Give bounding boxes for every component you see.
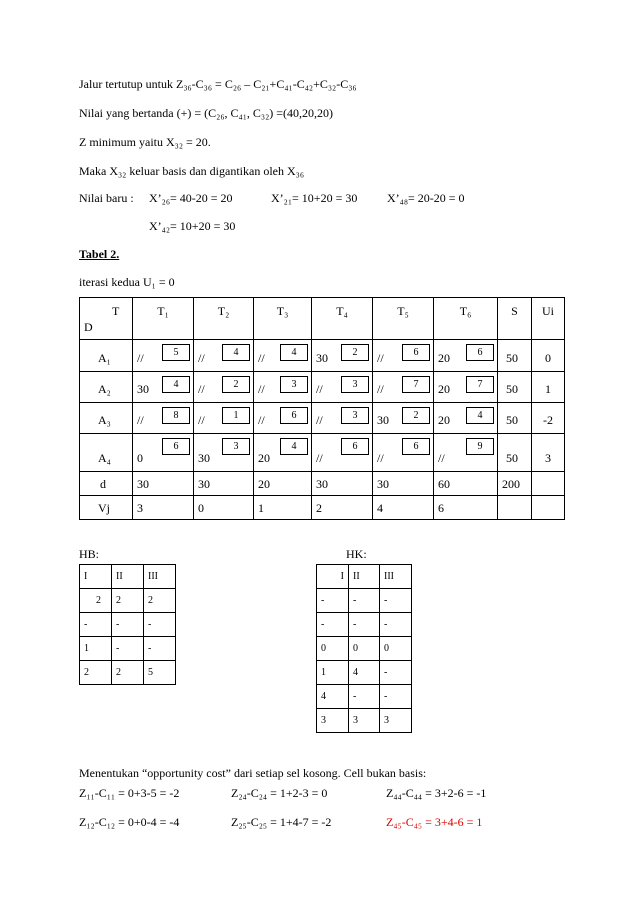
hb-cell: II: [112, 565, 144, 589]
header-s: S: [511, 304, 518, 318]
new-value-x26: X’₂₆= 40-20 = 20: [149, 191, 233, 205]
header-t5: T₅: [397, 304, 409, 318]
transport-table: [79, 297, 565, 520]
allocation: 20: [438, 413, 450, 427]
vj-value: 1: [258, 501, 264, 515]
allocation: //: [258, 351, 265, 365]
opp-z12: Z₁₂-C₁₂ = 0+0-4 = -4: [79, 815, 180, 829]
allocation: //: [258, 413, 265, 427]
hk-cell: -: [380, 661, 412, 685]
header-ui: Ui: [542, 304, 554, 318]
hk-cell: -: [317, 589, 349, 613]
allocation: 20: [438, 382, 450, 396]
cost-box: 1: [222, 407, 250, 424]
table-row: [317, 613, 412, 637]
hk-cell: -: [380, 589, 412, 613]
hk-cell: -: [317, 613, 349, 637]
allocation: 30: [316, 351, 328, 365]
header-t4: T₄: [336, 304, 348, 318]
cost-box: 3: [280, 376, 308, 393]
hk-cell: II: [349, 565, 380, 589]
total-demand: 200: [502, 477, 520, 491]
table-row: [80, 403, 565, 434]
hb-cell: III: [144, 565, 176, 589]
vj-row: [80, 496, 565, 520]
cost-box: 3: [341, 407, 369, 424]
allocation: //: [258, 382, 265, 396]
cost-box: 5: [162, 344, 190, 361]
allocation: //: [137, 351, 144, 365]
opp-z45: Z₄₅-C₄₅ = 3+4-6 = 1: [386, 815, 483, 829]
hb-cell: I: [80, 565, 112, 589]
cost-box: 4: [162, 376, 190, 393]
hb-table: [79, 564, 176, 685]
demand-value: 20: [258, 477, 270, 491]
row-label: d: [100, 477, 106, 491]
table-row: [80, 434, 565, 472]
supply-value: 50: [506, 382, 518, 396]
hk-cell: -: [380, 685, 412, 709]
allocation: //: [316, 413, 323, 427]
hk-cell: 0: [317, 637, 349, 661]
table-row: [80, 661, 176, 685]
hb-cell: 5: [144, 661, 176, 685]
closed-path-line: Jalur tertutup untuk Z₃₆-C₃₆ = C₂₆ – C₂₁+C₄₁-C₄₂+C₃₂-C₃₆: [79, 77, 357, 91]
opp-z25: Z₂₅-C₂₅ = 1+4-7 = -2: [231, 815, 332, 829]
row-label: A₁: [98, 351, 111, 365]
header-t3: T₃: [276, 304, 289, 318]
header-t1: T₁: [157, 304, 169, 318]
hb-cell: -: [112, 613, 144, 637]
hb-cell: 1: [80, 637, 112, 661]
vj-value: 4: [377, 501, 383, 515]
hk-cell: I: [317, 565, 349, 589]
allocation: 20: [438, 351, 450, 365]
header-t2: T₂: [217, 304, 230, 318]
cost-box: 2: [222, 376, 250, 393]
hk-cell: -: [349, 613, 380, 637]
new-value-x48: X’₄₈= 20-20 = 0: [387, 191, 465, 205]
hk-cell: 3: [380, 709, 412, 733]
cost-box: 4: [280, 344, 308, 361]
hk-cell: III: [380, 565, 412, 589]
corner-t: T: [112, 304, 120, 318]
demand-row: [80, 472, 565, 496]
iteration-label: iterasi kedua U₁ = 0: [79, 275, 175, 289]
supply-value: 50: [506, 351, 518, 365]
hk-table: [316, 564, 412, 733]
hk-cell: 0: [349, 637, 380, 661]
table-row: [80, 637, 176, 661]
cost-box: 6: [466, 344, 494, 361]
table-row: [317, 589, 412, 613]
opportunity-intro: Menentukan “opportunity cost” dari setiap sel kosong. Cell bukan basis:: [79, 766, 427, 780]
cost-box: 6: [341, 438, 369, 455]
table-row: [80, 340, 565, 372]
ui-value: 1: [545, 382, 551, 396]
corner-cell: [80, 298, 133, 340]
hb-cell: 2: [112, 589, 144, 613]
opp-z24: Z₂₄-C₂₄ = 1+2-3 = 0: [231, 786, 328, 800]
table-row: [317, 637, 412, 661]
allocation: 30: [137, 382, 149, 396]
allocation: 20: [258, 451, 270, 465]
allocation: //: [137, 413, 144, 427]
demand-value: 30: [316, 477, 328, 491]
hb-cell: 2: [144, 589, 176, 613]
table-row: [317, 685, 412, 709]
cost-box: 6: [402, 438, 430, 455]
allocation: //: [377, 451, 384, 465]
table-row: [317, 661, 412, 685]
header-t6: T₆: [459, 304, 472, 318]
cost-box: 7: [466, 376, 494, 393]
ui-value: -2: [543, 413, 553, 427]
cost-box: 6: [162, 438, 190, 455]
hb-cell: -: [112, 637, 144, 661]
table-row: [80, 565, 176, 589]
hb-cell: 2: [80, 589, 112, 613]
new-values-label: Nilai baru :: [79, 191, 134, 205]
table-row: [80, 589, 176, 613]
hk-cell: -: [349, 685, 380, 709]
plus-values-line: Nilai yang bertanda (+) = (C₂₆, C₄₁, C₃₂) =(40,20,20): [79, 106, 334, 120]
row-label: A₄: [98, 451, 111, 465]
opp-z44: Z₄₄-C₄₄ = 3+2-6 = -1: [386, 786, 487, 800]
header-row: [80, 298, 565, 340]
allocation: //: [198, 351, 205, 365]
table-row: [80, 613, 176, 637]
hk-cell: 4: [349, 661, 380, 685]
allocation: //: [438, 451, 445, 465]
demand-value: 60: [438, 477, 450, 491]
hb-cell: 2: [112, 661, 144, 685]
cost-box: 2: [402, 407, 430, 424]
cost-box: 6: [280, 407, 308, 424]
allocation: //: [377, 351, 384, 365]
ui-value: 0: [545, 351, 551, 365]
vj-value: 0: [198, 501, 204, 515]
supply-value: 50: [506, 451, 518, 465]
allocation: //: [198, 413, 205, 427]
allocation: 30: [377, 413, 389, 427]
cost-box: 2: [341, 344, 369, 361]
hk-cell: 1: [317, 661, 349, 685]
hk-cell: -: [380, 613, 412, 637]
hb-cell: 2: [80, 661, 112, 685]
new-value-x21: X’₂₁= 10+20 = 30: [271, 191, 358, 205]
leave-basis-line: Maka X₃₂ keluar basis dan digantikan oleh X₃₆: [79, 164, 305, 178]
row-label: A₃: [98, 413, 111, 427]
opp-z11: Z₁₁-C₁₁ = 0+3-5 = -2: [79, 786, 180, 800]
allocation: //: [316, 382, 323, 396]
hk-cell: 3: [349, 709, 380, 733]
vj-value: 6: [438, 501, 444, 515]
table-row: [317, 709, 412, 733]
corner-d: D: [84, 320, 93, 334]
cost-box: 4: [280, 438, 308, 455]
vj-value: 2: [316, 501, 322, 515]
row-label: Vj: [98, 501, 110, 515]
cost-box: 4: [222, 344, 250, 361]
hb-cell: -: [80, 613, 112, 637]
cost-box: 9: [466, 438, 494, 455]
allocation: //: [377, 382, 384, 396]
z-minimum-line: Z minimum yaitu X₃₂ = 20.: [79, 135, 211, 149]
hb-cell: -: [144, 637, 176, 661]
cost-box: 3: [222, 438, 250, 455]
table-row: [317, 565, 412, 589]
cost-box: 6: [402, 344, 430, 361]
hk-cell: 3: [317, 709, 349, 733]
table-caption: Tabel 2.: [79, 247, 120, 261]
demand-value: 30: [377, 477, 389, 491]
cost-box: 3: [341, 376, 369, 393]
allocation: //: [316, 451, 323, 465]
allocation: 0: [137, 451, 143, 465]
hb-cell: -: [144, 613, 176, 637]
hb-title: HB:: [79, 547, 100, 561]
demand-value: 30: [198, 477, 210, 491]
allocation: //: [198, 382, 205, 396]
cost-box: 4: [466, 407, 494, 424]
new-value-x42: X’₄₂= 10+20 = 30: [149, 219, 236, 233]
hk-title: HK:: [346, 547, 367, 561]
ui-value: 3: [545, 451, 551, 465]
hk-cell: 4: [317, 685, 349, 709]
hk-cell: 0: [380, 637, 412, 661]
demand-value: 30: [137, 477, 149, 491]
table-row: [80, 372, 565, 403]
allocation: 30: [198, 451, 210, 465]
supply-value: 50: [506, 413, 518, 427]
cost-box: 7: [402, 376, 430, 393]
row-label: A₂: [98, 382, 111, 396]
cost-box: 8: [162, 407, 190, 424]
vj-value: 3: [137, 501, 143, 515]
hk-cell: -: [349, 589, 380, 613]
